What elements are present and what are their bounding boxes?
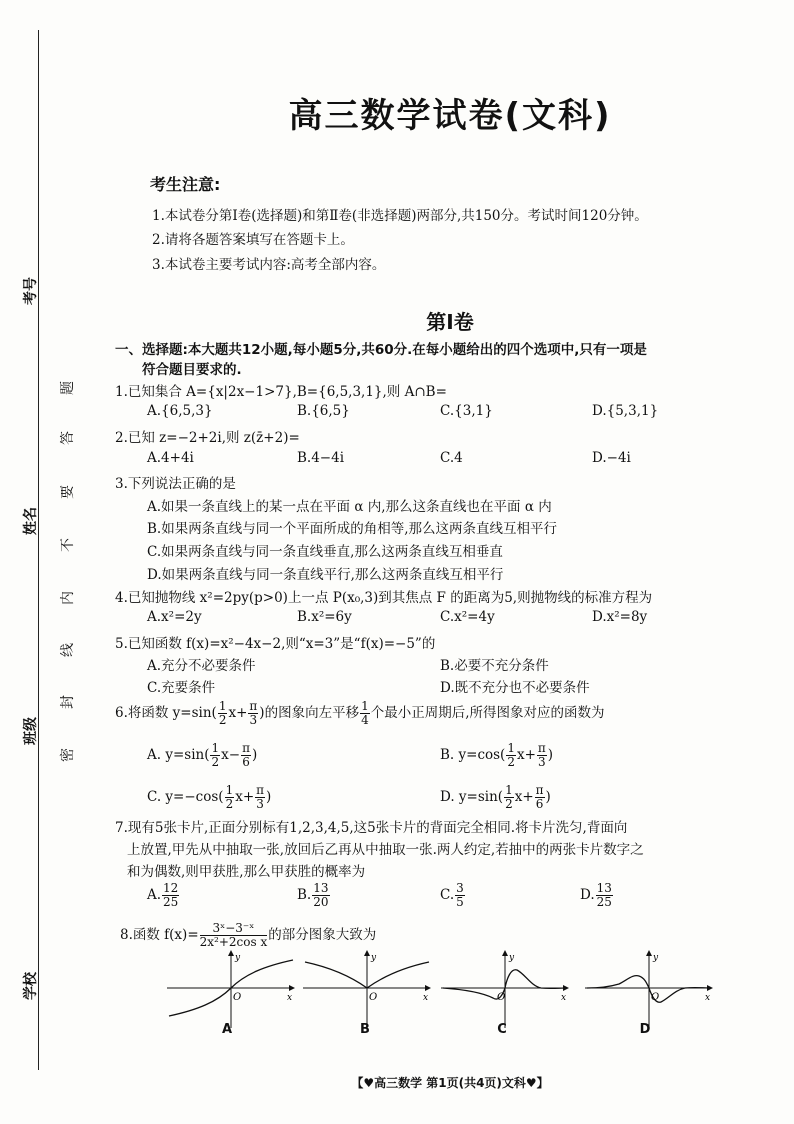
origin-label: O [233,992,242,1003]
q2-option-b: B.4−4i [297,450,345,466]
fraction-numerator: 3 [456,881,464,895]
q6-stem-text: x+ [228,705,248,721]
y-label: y [235,953,241,963]
section-intro [115,340,780,380]
q4-option-d: D.x²=8y [592,609,648,625]
y-arrow-icon [364,950,370,956]
question-7-stem: 上放置,甲先从中抽取一张,放回后乙再从中抽取一张.两人约定,若抽中的两张卡片数字之 [127,842,644,858]
x-label: x [705,993,711,1003]
q7-option-a [147,882,180,909]
origin-label: O [497,992,506,1003]
q1-option-c: C.{3,1} [440,403,493,419]
y-arrow-icon [646,950,652,956]
q5-option-d: D.既不充分也不必要条件 [440,680,590,696]
fraction [200,922,268,949]
graph-b [303,948,433,1028]
q6-option-text: ) [545,789,551,805]
fraction [506,742,516,769]
q6-option-text: x+ [514,789,534,805]
q6-stem-text: 6.将函数 y=sin( [115,705,217,721]
question-1-stem: 1.已知集合 A={x|2x−1>7},B={6,5,3,1},则 A∩B= [115,384,447,400]
question-7-stem: 7.现有5张卡片,正面分别标有1,2,3,4,5,这5张卡片的背面完全相同.将卡片洗匀,背面向 [115,820,628,836]
fraction-numerator: 1 [225,783,234,797]
notice-item: 3.本试卷主要考试内容:高考全部内容。 [152,257,386,273]
fraction-numerator: π [249,699,258,713]
fraction-denominator: 5 [456,895,464,909]
fraction-denominator: 25 [163,895,179,909]
fraction-numerator: π [537,741,546,755]
section-intro-line: 一、选择题:本大题共12小题,每小题5分,共60分.在每小题给出的四个选项中,只有一项是 [115,342,647,358]
seal-word: 封 [60,695,76,709]
q8-stem-text: 8.函数 f(x)= [120,927,199,943]
question-5-stem: 5.已知函数 f(x)=x²−4x−2,则“x=3”是“f(x)=−5”的 [115,636,436,652]
seal-word: 内 [60,591,76,605]
x-arrow-icon [289,985,295,991]
graph-a-svg [167,948,297,1028]
q6-option-d [440,784,551,811]
fraction-numerator: 13 [596,881,612,895]
q1-option-a: A.{6,5,3} [147,403,213,419]
fraction-numerator: 3ˣ−3⁻ˣ [200,922,268,936]
q6-option-b [440,742,553,769]
q3-option-a: A.如果一条直线上的某一点在平面 α 内,那么这条直线也在平面 α 内 [147,499,552,515]
fraction-numerator: 1 [505,783,513,797]
seal-word: 答 [60,431,76,445]
x-label: x [423,993,429,1003]
fraction [218,700,228,727]
q6-option-text: ) [266,789,272,805]
graph-d-label: D [639,1022,651,1037]
fold-line [38,30,39,1070]
x-arrow-icon [425,985,431,991]
fraction [312,882,329,909]
fraction-numerator: π [256,783,265,797]
fraction-denominator: 2 [507,755,515,769]
fraction [455,882,465,909]
question-7-stem: 和为偶数,则甲获胜,那么甲获胜的概率为 [127,864,366,880]
fraction [535,784,545,811]
fraction-denominator: 6 [242,755,250,769]
exam-number-label: 考号 [23,277,39,305]
page-title: 高三数学试卷(文科) [288,96,612,136]
q6-option-a [147,742,257,769]
graph-d [585,948,715,1028]
page-footer: 【♥高三数学 第1页(共4页)文科♥】 [351,1076,549,1090]
y-label: y [371,953,377,963]
q6-option-c [147,784,271,811]
q7-option-letter: B. [297,887,312,903]
seal-word: 密 [60,748,76,762]
y-arrow-icon [502,950,508,956]
q6-stem-text: 个最小正周期后,所得图象对应的函数为 [370,705,605,721]
q1-option-d: D.{5,3,1} [592,403,659,419]
fraction-numerator: 1 [218,699,227,713]
fraction [255,784,265,811]
name-label: 姓名 [23,507,39,535]
x-label: x [287,993,293,1003]
fraction [162,882,179,909]
q6-option-text: x− [221,747,241,763]
fraction-denominator: 25 [596,895,612,909]
question-3-stem: 3.下列说法正确的是 [115,476,236,492]
y-label: y [509,953,515,963]
graph-b-label: B [360,1022,370,1037]
q7-option-letter: A. [147,887,162,903]
q7-option-d [580,882,614,909]
graph-a-label: A [221,1022,233,1037]
question-2-stem: 2.已知 z=−2+2i,则 z(z̄+2)= [115,430,300,446]
seal-word: 要 [60,485,76,499]
q3-option-d: D.如果两条直线与同一条直线平行,那么这两条直线互相平行 [147,567,504,583]
exam-page [115,0,785,1124]
fraction [210,742,220,769]
q2-option-d: D.−4i [592,450,631,466]
seal-word: 不 [60,538,76,552]
y-arrow-icon [228,950,234,956]
q6-option-text: x+ [516,747,536,763]
class-label: 班级 [23,717,39,745]
q1-option-b: B.{6,5} [297,403,350,419]
graph-c [441,948,571,1028]
q6-option-text: x+ [235,789,255,805]
school-label: 学校 [23,972,39,1000]
fraction-denominator: 6 [535,797,544,811]
fraction-denominator: 20 [313,895,329,909]
fraction-denominator: 2 [211,755,220,769]
q8-stem-text: 的部分图象大致为 [268,927,377,943]
fraction [225,784,235,811]
section-intro-line: 符合题目要求的. [142,362,242,378]
fraction-denominator: 2x²+2cos x [199,935,268,949]
binding-margin [0,0,100,1124]
fraction-denominator: 4 [361,713,369,727]
section-title: 第Ⅰ卷 [426,310,474,334]
q2-option-c: C.4 [440,450,463,466]
q4-option-b: B.x²=6y [297,609,352,625]
fraction-numerator: π [242,741,250,755]
q6-option-text: D. y=sin( [440,789,504,805]
q5-option-c: C.充要条件 [147,680,216,696]
question-6-stem [115,700,605,727]
q2-option-a: A.4+4i [147,450,194,466]
seal-word: 题 [60,381,76,395]
q5-option-a: A.充分不必要条件 [147,658,256,674]
q6-option-text: A. y=sin( [147,747,210,763]
graph-b-svg [303,948,433,1028]
fraction-numerator: 13 [313,881,329,895]
q7-option-b [297,882,331,909]
q7-option-letter: C. [440,887,455,903]
q6-option-text: C. y=−cos( [147,789,224,805]
fraction [248,700,258,727]
fraction-denominator: 2 [225,797,234,811]
q6-option-text: ) [547,747,554,763]
graph-c-label: C [497,1022,507,1037]
q5-option-b: B.必要不充分条件 [440,658,549,674]
question-8-stem [120,922,376,949]
fraction [537,742,547,769]
fraction-denominator: 3 [249,713,258,727]
fraction [504,784,514,811]
graph-d-svg [585,948,715,1028]
q6-stem-text: )的图象向左平移 [259,705,360,721]
fraction-denominator: 2 [218,713,227,727]
fraction-numerator: 1 [361,699,369,713]
fraction-numerator: 1 [211,741,220,755]
x-label: x [561,993,567,1003]
fraction-numerator: π [535,783,544,797]
fraction-denominator: 3 [538,755,546,769]
question-4-stem: 4.已知抛物线 x²=2py(p>0)上一点 P(x₀,3)到其焦点 F 的距离为5,则抛物线的标准方程为 [115,590,653,606]
q4-option-c: C.x²=4y [440,609,495,625]
notice-item: 2.请将各题答案填写在答题卡上。 [152,232,354,248]
fraction [596,882,613,909]
q6-option-text: ) [251,747,258,763]
q6-option-text: B. y=cos( [440,747,506,763]
q3-option-c: C.如果两条直线与同一条直线垂直,那么这两条直线互相垂直 [147,544,503,560]
q3-option-b: B.如果两条直线与同一个平面所成的角相等,那么这两条直线互相平行 [147,521,558,537]
graph-a [167,948,297,1028]
notice-item: 1.本试卷分第Ⅰ卷(选择题)和第Ⅱ卷(非选择题)两部分,共150分。考试时间120分钟。 [152,208,648,224]
seal-word: 线 [60,643,76,657]
origin-label: O [369,992,378,1003]
y-label: y [653,953,659,963]
q4-option-a: A.x²=2y [147,609,202,625]
fraction-numerator: 1 [507,741,515,755]
fraction-denominator: 3 [256,797,264,811]
fraction-denominator: 2 [505,797,513,811]
graph-c-svg [441,948,571,1028]
fraction-numerator: 12 [163,881,179,895]
q7-option-letter: D. [580,887,595,903]
origin-label: O [651,992,660,1003]
notice-heading: 考生注意: [150,175,221,194]
fraction [241,742,251,769]
fraction [360,700,370,727]
q7-option-c [440,882,466,909]
